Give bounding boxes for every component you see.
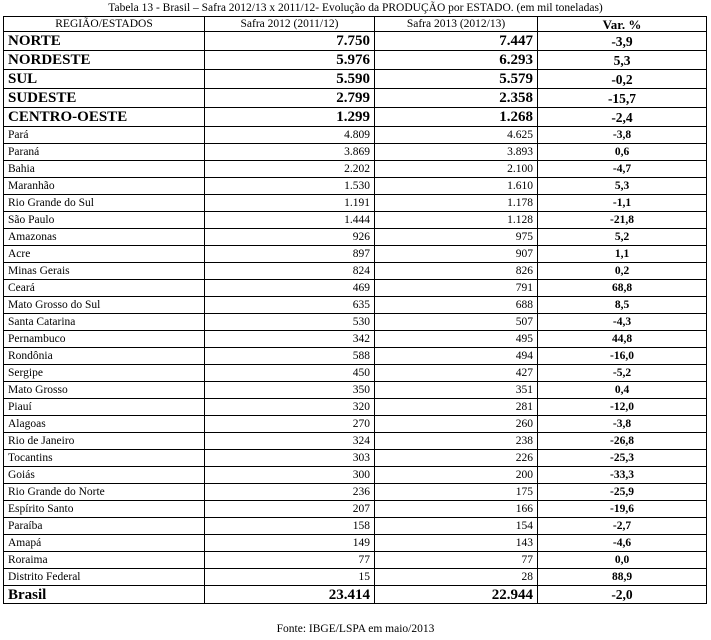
- cell-variation: 0,6: [538, 144, 707, 161]
- cell-safra-2013: 2.358: [375, 89, 538, 108]
- header-region: REGIÃO/ESTADOS: [4, 17, 205, 32]
- cell-variation: -1,1: [538, 195, 707, 212]
- cell-variation: -12,0: [538, 399, 707, 416]
- cell-variation: -3,9: [538, 32, 707, 51]
- cell-safra-2012: 207: [205, 501, 375, 518]
- cell-name: Ceará: [4, 280, 205, 297]
- state-row: [4, 348, 707, 365]
- cell-safra-2013: 226: [375, 450, 538, 467]
- cell-variation: -3,8: [538, 416, 707, 433]
- cell-safra-2012: 3.869: [205, 144, 375, 161]
- table-body: [4, 32, 707, 604]
- state-row: [4, 365, 707, 382]
- cell-safra-2013: 22.944: [375, 586, 538, 604]
- cell-safra-2012: 5.976: [205, 51, 375, 70]
- cell-variation: -2,4: [538, 108, 707, 127]
- cell-name: Pará: [4, 127, 205, 144]
- region-row: [4, 51, 707, 70]
- cell-safra-2012: 23.414: [205, 586, 375, 604]
- state-row: [4, 484, 707, 501]
- cell-safra-2013: 143: [375, 535, 538, 552]
- cell-safra-2012: 2.202: [205, 161, 375, 178]
- cell-name: Mato Grosso do Sul: [4, 297, 205, 314]
- cell-name: Distrito Federal: [4, 569, 205, 586]
- cell-variation: 5,2: [538, 229, 707, 246]
- state-row: [4, 263, 707, 280]
- region-row: [4, 89, 707, 108]
- cell-safra-2012: 926: [205, 229, 375, 246]
- state-row: [4, 552, 707, 569]
- cell-safra-2012: 324: [205, 433, 375, 450]
- cell-name: Rio Grande do Norte: [4, 484, 205, 501]
- cell-name: Acre: [4, 246, 205, 263]
- cell-variation: -33,3: [538, 467, 707, 484]
- cell-name: Amapá: [4, 535, 205, 552]
- cell-name: SUDESTE: [4, 89, 205, 108]
- cell-variation: -2,7: [538, 518, 707, 535]
- state-row: [4, 314, 707, 331]
- state-row: [4, 331, 707, 348]
- cell-safra-2012: 530: [205, 314, 375, 331]
- cell-safra-2013: 1.178: [375, 195, 538, 212]
- cell-safra-2013: 200: [375, 467, 538, 484]
- cell-name: Santa Catarina: [4, 314, 205, 331]
- cell-safra-2013: 1.610: [375, 178, 538, 195]
- region-row: [4, 32, 707, 51]
- header-row: [4, 17, 707, 32]
- state-row: [4, 416, 707, 433]
- cell-safra-2013: 2.100: [375, 161, 538, 178]
- cell-safra-2013: 1.268: [375, 108, 538, 127]
- cell-safra-2012: 469: [205, 280, 375, 297]
- cell-safra-2012: 320: [205, 399, 375, 416]
- state-row: [4, 144, 707, 161]
- cell-safra-2013: 826: [375, 263, 538, 280]
- cell-safra-2013: 238: [375, 433, 538, 450]
- cell-safra-2013: 495: [375, 331, 538, 348]
- state-row: [4, 518, 707, 535]
- cell-safra-2012: 588: [205, 348, 375, 365]
- cell-safra-2013: 6.293: [375, 51, 538, 70]
- cell-safra-2012: 4.809: [205, 127, 375, 144]
- state-row: [4, 433, 707, 450]
- cell-safra-2013: 791: [375, 280, 538, 297]
- cell-variation: 0,4: [538, 382, 707, 399]
- cell-name: Goiás: [4, 467, 205, 484]
- cell-safra-2012: 1.444: [205, 212, 375, 229]
- cell-safra-2013: 1.128: [375, 212, 538, 229]
- cell-variation: 88,9: [538, 569, 707, 586]
- cell-safra-2012: 77: [205, 552, 375, 569]
- cell-name: Minas Gerais: [4, 263, 205, 280]
- cell-variation: 0,0: [538, 552, 707, 569]
- cell-variation: 44,8: [538, 331, 707, 348]
- cell-safra-2012: 1.530: [205, 178, 375, 195]
- cell-name: CENTRO-OESTE: [4, 108, 205, 127]
- cell-variation: 1,1: [538, 246, 707, 263]
- cell-safra-2013: 28: [375, 569, 538, 586]
- cell-safra-2012: 15: [205, 569, 375, 586]
- cell-variation: 5,3: [538, 178, 707, 195]
- cell-safra-2013: 281: [375, 399, 538, 416]
- cell-name: SUL: [4, 70, 205, 89]
- state-row: [4, 535, 707, 552]
- cell-name: Paraná: [4, 144, 205, 161]
- cell-name: Tocantins: [4, 450, 205, 467]
- region-row: [4, 70, 707, 89]
- table-caption: Tabela 13 - Brasil – Safra 2012/13 x 2011/12- Evolução da PRODUÇÃO por ESTADO. (em mil toneladas): [108, 2, 603, 14]
- cell-name: Paraíba: [4, 518, 205, 535]
- cell-safra-2013: 154: [375, 518, 538, 535]
- cell-variation: -3,8: [538, 127, 707, 144]
- cell-name: Rondônia: [4, 348, 205, 365]
- cell-variation: -2,0: [538, 586, 707, 604]
- cell-safra-2013: 494: [375, 348, 538, 365]
- state-row: [4, 246, 707, 263]
- cell-variation: -4,6: [538, 535, 707, 552]
- cell-safra-2012: 342: [205, 331, 375, 348]
- cell-variation: -4,3: [538, 314, 707, 331]
- cell-name: NORDESTE: [4, 51, 205, 70]
- state-row: [4, 212, 707, 229]
- cell-safra-2013: 3.893: [375, 144, 538, 161]
- state-row: [4, 178, 707, 195]
- cell-safra-2013: 7.447: [375, 32, 538, 51]
- state-row: [4, 569, 707, 586]
- cell-name: Maranhão: [4, 178, 205, 195]
- cell-variation: -4,7: [538, 161, 707, 178]
- cell-safra-2012: 7.750: [205, 32, 375, 51]
- cell-variation: -26,8: [538, 433, 707, 450]
- cell-variation: 5,3: [538, 51, 707, 70]
- cell-name: Brasil: [4, 586, 205, 604]
- state-row: [4, 280, 707, 297]
- state-row: [4, 195, 707, 212]
- cell-variation: 8,5: [538, 297, 707, 314]
- cell-safra-2012: 450: [205, 365, 375, 382]
- cell-variation: -21,8: [538, 212, 707, 229]
- cell-name: Espírito Santo: [4, 501, 205, 518]
- state-row: [4, 399, 707, 416]
- cell-variation: -15,7: [538, 89, 707, 108]
- cell-name: Pernambuco: [4, 331, 205, 348]
- header-variation: Var. %: [538, 17, 707, 32]
- cell-name: Sergipe: [4, 365, 205, 382]
- cell-variation: 68,8: [538, 280, 707, 297]
- cell-safra-2012: 1.191: [205, 195, 375, 212]
- cell-name: São Paulo: [4, 212, 205, 229]
- cell-name: Roraima: [4, 552, 205, 569]
- cell-safra-2012: 300: [205, 467, 375, 484]
- cell-safra-2012: 236: [205, 484, 375, 501]
- cell-safra-2013: 507: [375, 314, 538, 331]
- cell-safra-2013: 166: [375, 501, 538, 518]
- cell-safra-2012: 5.590: [205, 70, 375, 89]
- state-row: [4, 382, 707, 399]
- cell-safra-2012: 149: [205, 535, 375, 552]
- cell-safra-2012: 1.299: [205, 108, 375, 127]
- cell-variation: 0,2: [538, 263, 707, 280]
- cell-safra-2012: 897: [205, 246, 375, 263]
- source-note: Fonte: IBGE/LSPA em maio/2013: [276, 623, 435, 635]
- header-safra-2013: Safra 2013 (2012/13): [375, 17, 538, 32]
- cell-variation: -0,2: [538, 70, 707, 89]
- cell-name: Bahia: [4, 161, 205, 178]
- cell-safra-2013: 907: [375, 246, 538, 263]
- cell-safra-2013: 4.625: [375, 127, 538, 144]
- state-row: [4, 127, 707, 144]
- cell-safra-2013: 77: [375, 552, 538, 569]
- state-row: [4, 467, 707, 484]
- cell-safra-2013: 260: [375, 416, 538, 433]
- cell-safra-2013: 351: [375, 382, 538, 399]
- cell-safra-2013: 427: [375, 365, 538, 382]
- cell-safra-2013: 975: [375, 229, 538, 246]
- cell-name: Rio Grande do Sul: [4, 195, 205, 212]
- total-row: [4, 586, 707, 604]
- cell-safra-2012: 303: [205, 450, 375, 467]
- region-row: [4, 108, 707, 127]
- cell-name: Piauí: [4, 399, 205, 416]
- cell-safra-2012: 350: [205, 382, 375, 399]
- state-row: [4, 161, 707, 178]
- cell-safra-2012: 824: [205, 263, 375, 280]
- cell-safra-2013: 688: [375, 297, 538, 314]
- cell-name: Amazonas: [4, 229, 205, 246]
- cell-variation: -25,3: [538, 450, 707, 467]
- cell-name: NORTE: [4, 32, 205, 51]
- cell-name: Alagoas: [4, 416, 205, 433]
- state-row: [4, 501, 707, 518]
- cell-variation: -25,9: [538, 484, 707, 501]
- state-row: [4, 450, 707, 467]
- cell-safra-2013: 5.579: [375, 70, 538, 89]
- cell-safra-2012: 2.799: [205, 89, 375, 108]
- header-safra-2012: Safra 2012 (2011/12): [205, 17, 375, 32]
- state-row: [4, 229, 707, 246]
- cell-safra-2013: 175: [375, 484, 538, 501]
- state-row: [4, 297, 707, 314]
- cell-safra-2012: 635: [205, 297, 375, 314]
- cell-safra-2012: 270: [205, 416, 375, 433]
- cell-variation: -16,0: [538, 348, 707, 365]
- cell-name: Mato Grosso: [4, 382, 205, 399]
- cell-name: Rio de Janeiro: [4, 433, 205, 450]
- cell-variation: -5,2: [538, 365, 707, 382]
- production-table: [3, 16, 707, 604]
- cell-variation: -19,6: [538, 501, 707, 518]
- cell-safra-2012: 158: [205, 518, 375, 535]
